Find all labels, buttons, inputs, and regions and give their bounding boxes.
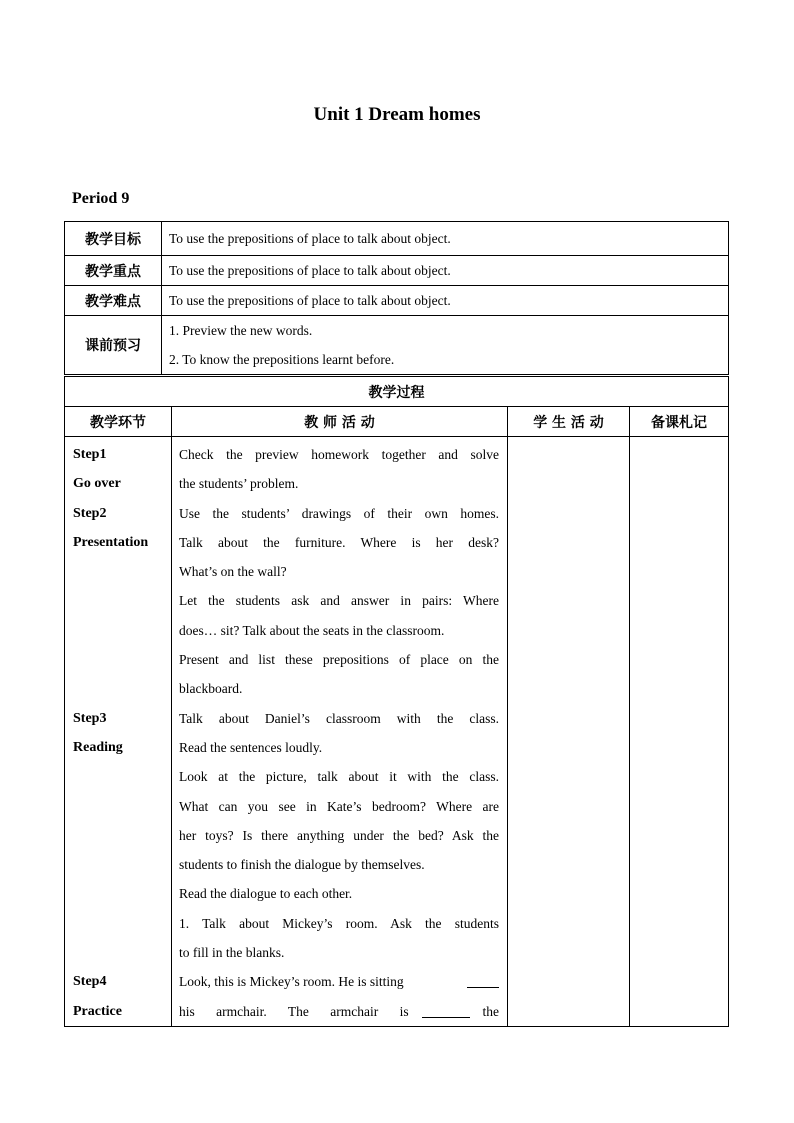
- teacher-line: her toys? Is there anything under the bed? Ask the: [179, 827, 499, 843]
- page-title: Unit 1 Dream homes: [313, 104, 481, 125]
- teacher-line: Read the dialogue to each other.: [179, 886, 353, 902]
- teacher-line: the: [482, 1003, 499, 1019]
- header-student: 学 生 活 动: [508, 407, 630, 437]
- step-label: [73, 762, 171, 791]
- teacher-line: Present and list these prepositions of place on the: [179, 652, 499, 668]
- teacher-line: Talk about Daniel’s classroom with the class.: [179, 710, 499, 726]
- process-body-row: [65, 437, 729, 1027]
- step-label: [73, 821, 171, 850]
- step-label: [73, 938, 171, 967]
- teacher-line: 1. Talk about Mickey’s room. Ask the students: [179, 915, 499, 931]
- teacher-line: Check the preview homework together and solve: [179, 447, 499, 462]
- step-label: [73, 645, 171, 674]
- focus-value: To use the prepositions of place to talk about object.: [162, 256, 729, 286]
- goal-label: 教学目标: [65, 222, 162, 256]
- preview-label: 课前预习: [65, 316, 162, 375]
- difficulty-value: To use the prepositions of place to talk about object.: [162, 286, 729, 316]
- step-label: Go over: [73, 476, 121, 492]
- header-teacher: 教 师 活 动: [172, 407, 508, 437]
- header-stage: 教学环节: [65, 407, 172, 437]
- goal-value: To use the prepositions of place to talk about object.: [162, 222, 729, 256]
- teacher-line: the students’ problem.: [179, 476, 299, 492]
- period-label: Period 9: [72, 190, 130, 207]
- process-table: [64, 376, 729, 1027]
- teacher-line: blackboard.: [179, 681, 243, 697]
- step-label: [73, 616, 171, 645]
- preview-item: 1. Preview the new words.: [169, 323, 313, 338]
- teacher-line: What can you see in Kate’s bedroom? Where are: [179, 798, 499, 814]
- teacher-line-with-blank: [179, 997, 499, 1026]
- teacher-line: his armchair. The armchair is: [179, 1003, 409, 1019]
- step-label: [73, 586, 171, 615]
- teacher-line-with-blank: [179, 967, 499, 996]
- teacher-line: What’s on the wall?: [179, 564, 287, 580]
- step-label: Reading: [73, 739, 123, 755]
- info-row-focus: [65, 256, 729, 286]
- info-table: [64, 221, 729, 375]
- teacher-activity-cell: [172, 437, 508, 1027]
- info-row-difficulty: [65, 286, 729, 316]
- step-label: [73, 879, 171, 908]
- fill-blank: [422, 997, 470, 1018]
- teacher-line: Look at the picture, talk about it with the class.: [179, 769, 499, 785]
- step-label: [73, 674, 171, 703]
- teacher-line: Look, this is Mickey’s room. He is sitting: [179, 974, 404, 990]
- fill-blank: [467, 967, 499, 988]
- header-notes: 备课札记: [630, 407, 729, 437]
- teacher-line: Read the sentences loudly.: [179, 739, 323, 755]
- teacher-line: students to finish the dialogue by themselves.: [179, 857, 425, 873]
- step-label: [73, 909, 171, 938]
- step-label: Practice: [73, 1003, 122, 1019]
- teacher-line: does… sit? Talk about the seats in the classroom.: [179, 622, 445, 638]
- teacher-line: Let the students ask and answer in pairs: Where: [179, 593, 499, 609]
- teacher-line: to fill in the blanks.: [179, 945, 285, 961]
- difficulty-label: 教学难点: [65, 286, 162, 316]
- teacher-line: Talk about the furniture. Where is her desk?: [179, 534, 499, 550]
- step-label: Presentation: [73, 534, 149, 550]
- step-label: Step1: [73, 447, 107, 462]
- step-label: Step2: [73, 505, 107, 521]
- teacher-line: Use the students’ drawings of their own homes.: [179, 505, 499, 521]
- step-label: Step3: [73, 710, 107, 726]
- process-header-row: [65, 407, 729, 437]
- student-activity-cell: [508, 437, 630, 1027]
- steps-cell: [65, 437, 172, 1027]
- focus-label: 教学重点: [65, 256, 162, 286]
- step-label: [73, 557, 171, 586]
- notes-cell: [630, 437, 729, 1027]
- info-row-goal: [65, 222, 729, 256]
- info-row-preview: [65, 316, 729, 375]
- step-label: Step4: [73, 974, 107, 990]
- process-section-title: 教学过程: [65, 377, 729, 407]
- process-section-row: [65, 377, 729, 407]
- preview-value: [162, 316, 729, 375]
- preview-item: 2. To know the prepositions learnt before.: [169, 352, 395, 367]
- step-label: [73, 850, 171, 879]
- step-label: [73, 792, 171, 821]
